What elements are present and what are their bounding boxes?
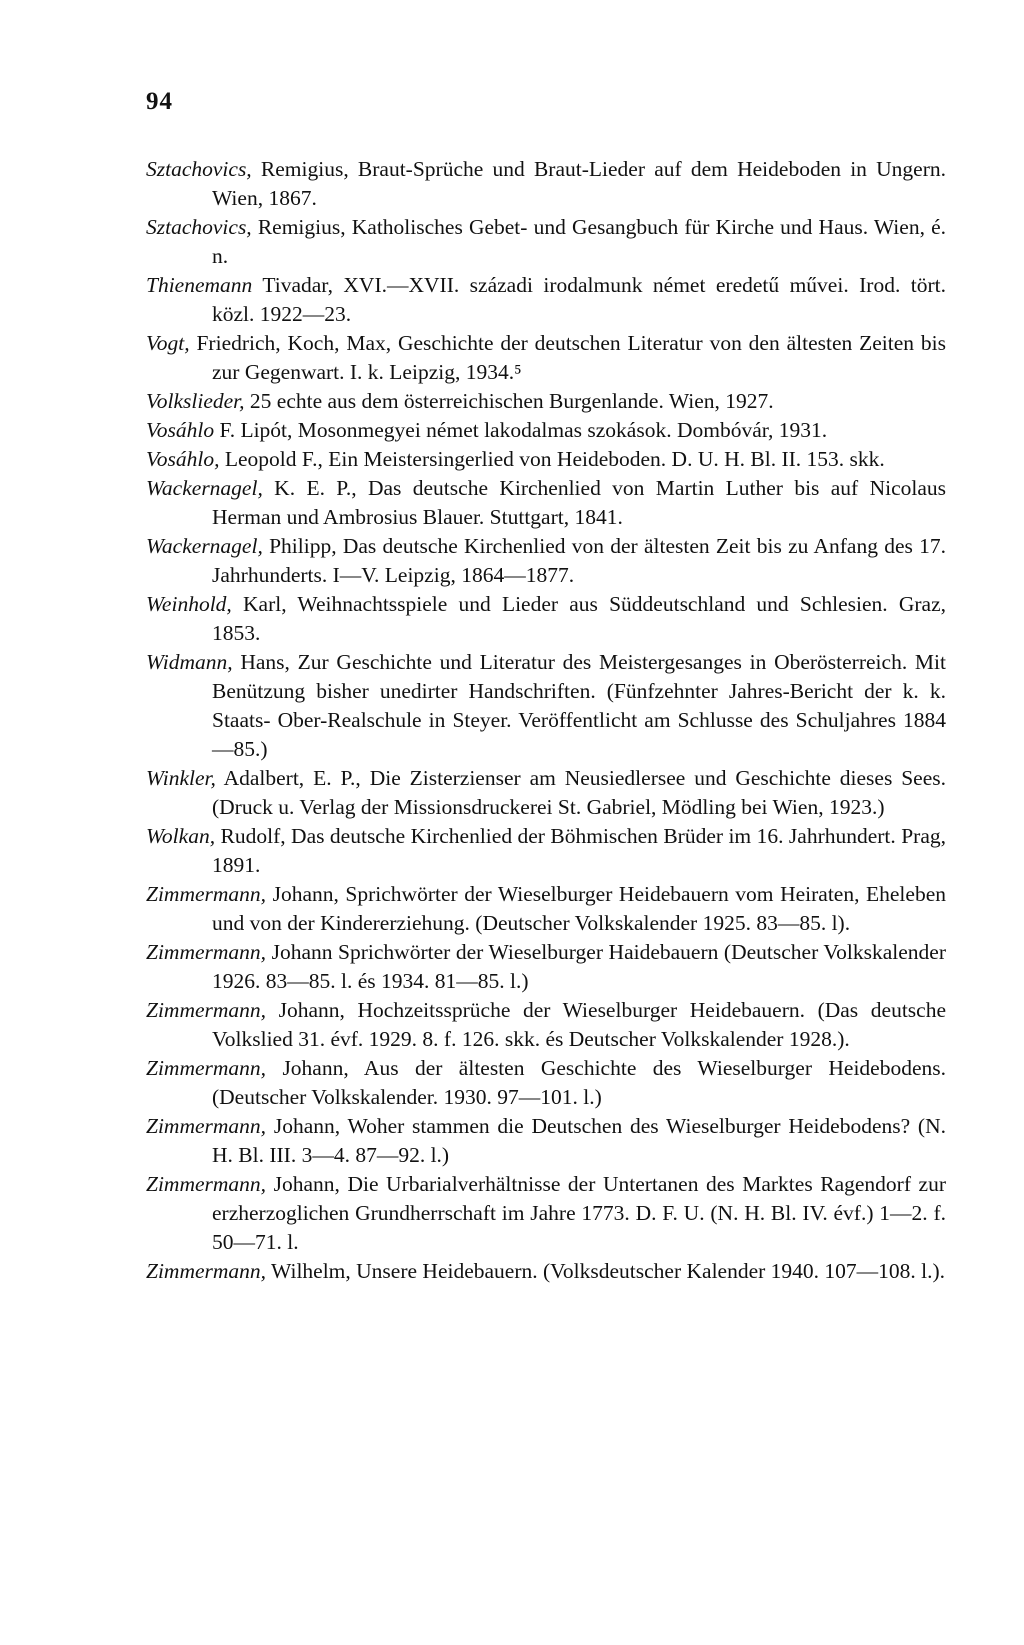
bibliography-list [146, 155, 946, 1286]
bibliography-entry [146, 938, 946, 996]
bibliography-entry [146, 880, 946, 938]
entry-text: Remigius, Katholisches Gebet- und Gesangbuch für Kirche und Haus. Wien, é. n. [212, 215, 946, 268]
entry-author: Zimmermann, [146, 1259, 267, 1283]
entry-text: Johann, Die Urbarialverhältnisse der Untertanen des Marktes Ragendorf zur erzherzoglichen Grundherrschaft im Jahre 1773. D. F. U. (N. H. Bl. IV. évf.) 1—2. f. 50—71. l. [212, 1172, 946, 1254]
entry-text: Leopold F., Ein Meistersingerlied von Heideboden. D. U. H. Bl. II. 153. skk. [219, 447, 885, 471]
entry-text: Hans, Zur Geschichte und Literatur des Meistergesanges in Oberösterreich. Mit Benützung bisher unedirter Handschriften. (Fünfzehnter Jahres-Bericht der k. k. Staats- Ober-Realschule in Steyer. Veröffentlicht am Schlusse des Schuljahres 1884—85.) [212, 650, 946, 761]
entry-text: 25 echte aus dem österreichischen Burgenlande. Wien, 1927. [244, 389, 774, 413]
entry-text: Adalbert, E. P., Die Zisterzienser am Neusiedlersee und Geschichte dieses Sees. (Druck u. Verlag der Missionsdruckerei St. Gabriel, Mödling bei Wien, 1923.) [212, 766, 946, 819]
entry-author: Wolkan, [146, 824, 216, 848]
entry-text: K. E. P., Das deutsche Kirchenlied von Martin Luther bis auf Nicolaus Herman und Ambrosius Blauer. Stuttgart, 1841. [212, 476, 946, 529]
bibliography-entry [146, 590, 946, 648]
entry-author: Zimmermann, [146, 1114, 267, 1138]
entry-author: Weinhold, [146, 592, 232, 616]
entry-text: Johann, Sprichwörter der Wieselburger Heidebauern vom Heiraten, Eheleben und von der Kindererziehung. (Deutscher Volkskalender 1925. 83—85. l). [212, 882, 946, 935]
entry-author: Wackernagel, [146, 476, 263, 500]
bibliography-entry [146, 822, 946, 880]
entry-author: Wackernagel, [146, 534, 263, 558]
bibliography-entry [146, 416, 946, 445]
entry-author: Zimmermann, [146, 940, 267, 964]
entry-text: Wilhelm, Unsere Heidebauern. (Volksdeutscher Kalender 1940. 107—108. l.). [266, 1259, 946, 1283]
bibliography-entry [146, 329, 946, 387]
entry-author: Sztachovics, [146, 157, 252, 181]
entry-author: Vosáhlo [146, 418, 215, 442]
entry-text: F. Lipót, Mosonmegyei német lakodalmas szokások. Dombóvár, 1931. [214, 418, 828, 442]
bibliography-entry [146, 474, 946, 532]
entry-author: Volkslieder, [146, 389, 245, 413]
bibliography-entry [146, 996, 946, 1054]
entry-text: Johann, Aus der ältesten Geschichte des Wieselburger Heidebodens. (Deutscher Volkskalender. 1930. 97—101. l.) [212, 1056, 946, 1109]
entry-text: Philipp, Das deutsche Kirchenlied von der ältesten Zeit bis zu Anfang des 17. Jahrhunderts. I—V. Leipzig, 1864—1877. [212, 534, 946, 587]
bibliography-entry [146, 1054, 946, 1112]
bibliography-entry [146, 1170, 946, 1257]
entry-text: Rudolf, Das deutsche Kirchenlied der Böhmischen Brüder im 16. Jahrhundert. Prag, 1891. [212, 824, 946, 877]
entry-author: Zimmermann, [146, 998, 267, 1022]
entry-author: Zimmermann, [146, 1172, 267, 1196]
entry-text: Johann, Hochzeitssprüche der Wieselburger Heidebauern. (Das deutsche Volkslied 31. évf. 1929. 8. f. 126. skk. és Deutscher Volkskalender 1928.). [212, 998, 946, 1051]
entry-author: Winkler, [146, 766, 216, 790]
entry-author: Zimmermann, [146, 1056, 267, 1080]
entry-text: Johann, Woher stammen die Deutschen des Wieselburger Heidebodens? (N. H. Bl. III. 3—4. 87—92. l.) [212, 1114, 946, 1167]
entry-author: Vogt, [146, 331, 190, 355]
bibliography-entry [146, 1112, 946, 1170]
bibliography-entry [146, 155, 946, 213]
entry-author: Widmann, [146, 650, 233, 674]
entry-text: Friedrich, Koch, Max, Geschichte der deutschen Literatur von den ältesten Zeiten bis zur Gegenwart. I. k. Leipzig, 1934.⁵ [189, 331, 946, 384]
bibliography-entry [146, 648, 946, 764]
bibliography-entry [146, 764, 946, 822]
entry-text: Johann Sprichwörter der Wieselburger Haidebauern (Deutscher Volkskalender 1926. 83—85. l. és 1934. 81—85. l.) [212, 940, 946, 993]
entry-author: Thienemann [146, 273, 253, 297]
bibliography-entry [146, 213, 946, 271]
entry-text: Karl, Weihnachtsspiele und Lieder aus Süddeutschland und Schlesien. Graz, 1853. [212, 592, 946, 645]
entry-author: Sztachovics, [146, 215, 252, 239]
bibliography-entry [146, 271, 946, 329]
entry-author: Zimmermann, [146, 882, 267, 906]
page-number: 94 [146, 88, 173, 115]
bibliography-entry [146, 1257, 946, 1286]
bibliography-entry [146, 387, 946, 416]
bibliography-entry [146, 445, 946, 474]
bibliography-entry [146, 532, 946, 590]
entry-text: Remigius, Braut-Sprüche und Braut-Lieder auf dem Heideboden in Ungern. Wien, 1867. [212, 157, 946, 210]
entry-author: Vosáhlo, [146, 447, 220, 471]
entry-text: Tivadar, XVI.—XVII. századi irodalmunk német eredetű művei. Irod. tört. közl. 1922—23. [212, 273, 946, 326]
